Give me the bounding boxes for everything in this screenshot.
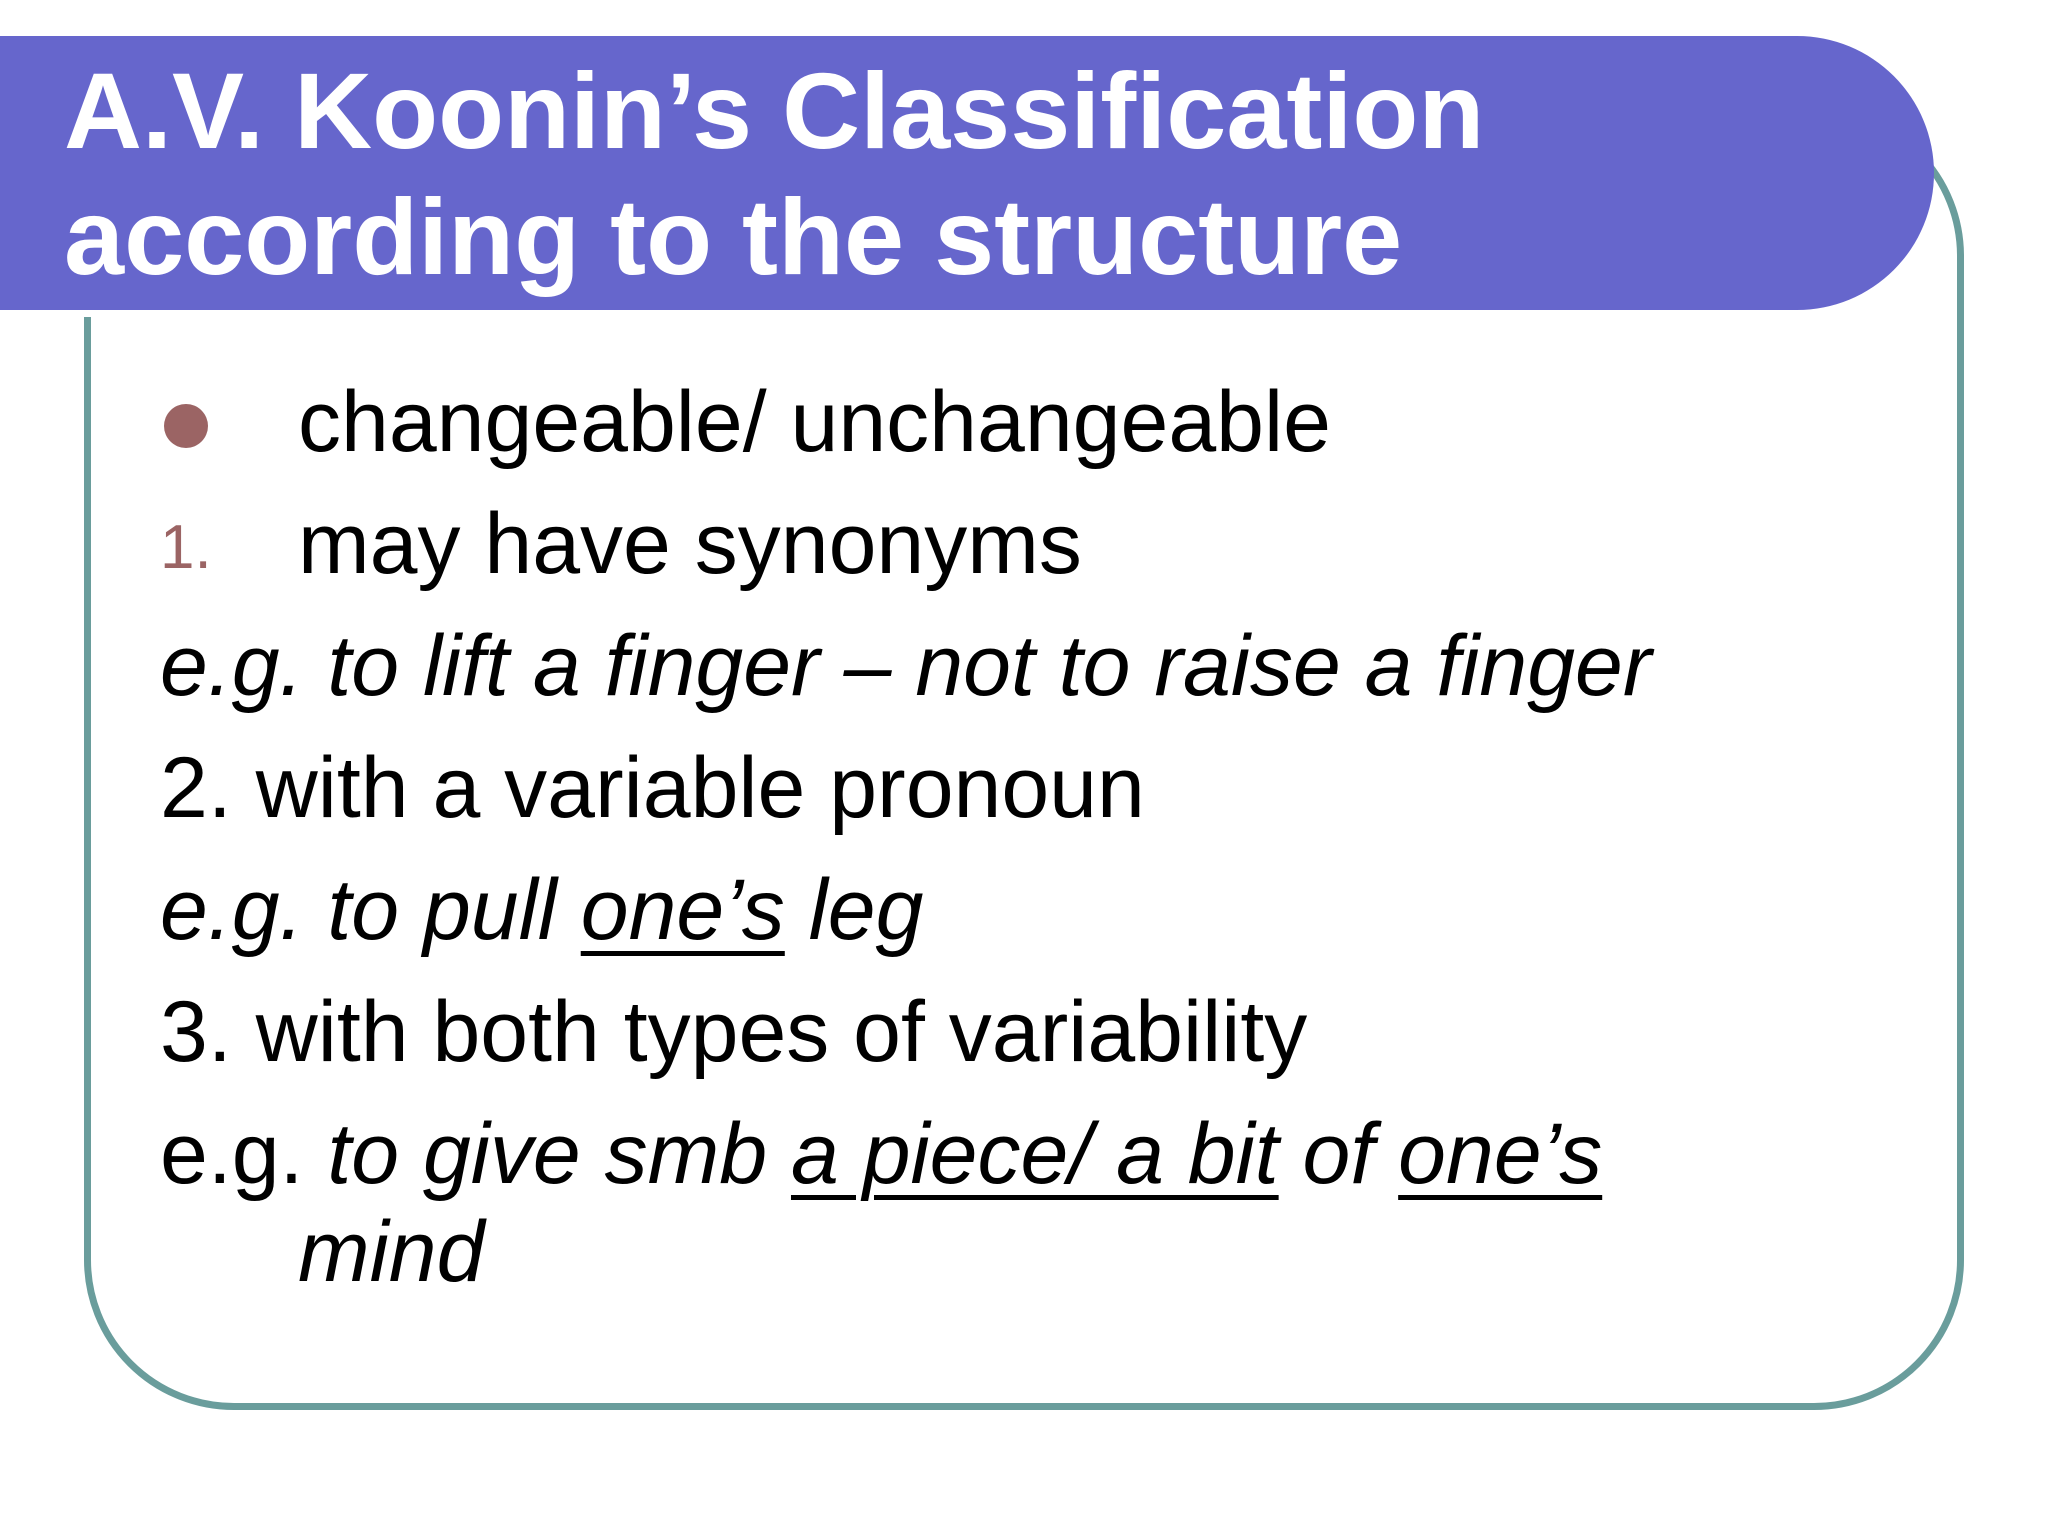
item-2-text: 2. with a variable pronoun [160,740,1145,836]
example-2 [160,860,923,960]
example-2-suffix: leg [784,862,924,958]
example-3-continuation: mind [298,1204,485,1300]
list-number-1: 1. [160,513,212,582]
example-1: e.g. to lift a finger – not to raise a finger [160,618,1652,714]
example-3-prefix: e.g. [160,1106,328,1202]
example-3-underlined-2: one’s [1398,1106,1603,1202]
example-2-prefix: e.g. to pull [160,862,581,958]
example-3-part2: of [1278,1106,1399,1202]
item-1-text: may have synonyms [298,496,1082,592]
title-underline [0,310,1830,317]
item-3-text: 3. with both types of variability [160,984,1308,1080]
example-3-part1: to give smb [327,1106,791,1202]
bullet-text: changeable/ unchangeable [298,374,1331,470]
slide-title: A.V. Koonin’s Classification according to the structure [64,50,1485,297]
bullet-dot-icon [164,404,208,448]
example-3-underlined-1: a piece/ a bit [790,1106,1279,1202]
example-2-underlined: one’s [580,862,785,958]
example-3 [160,1104,1602,1204]
